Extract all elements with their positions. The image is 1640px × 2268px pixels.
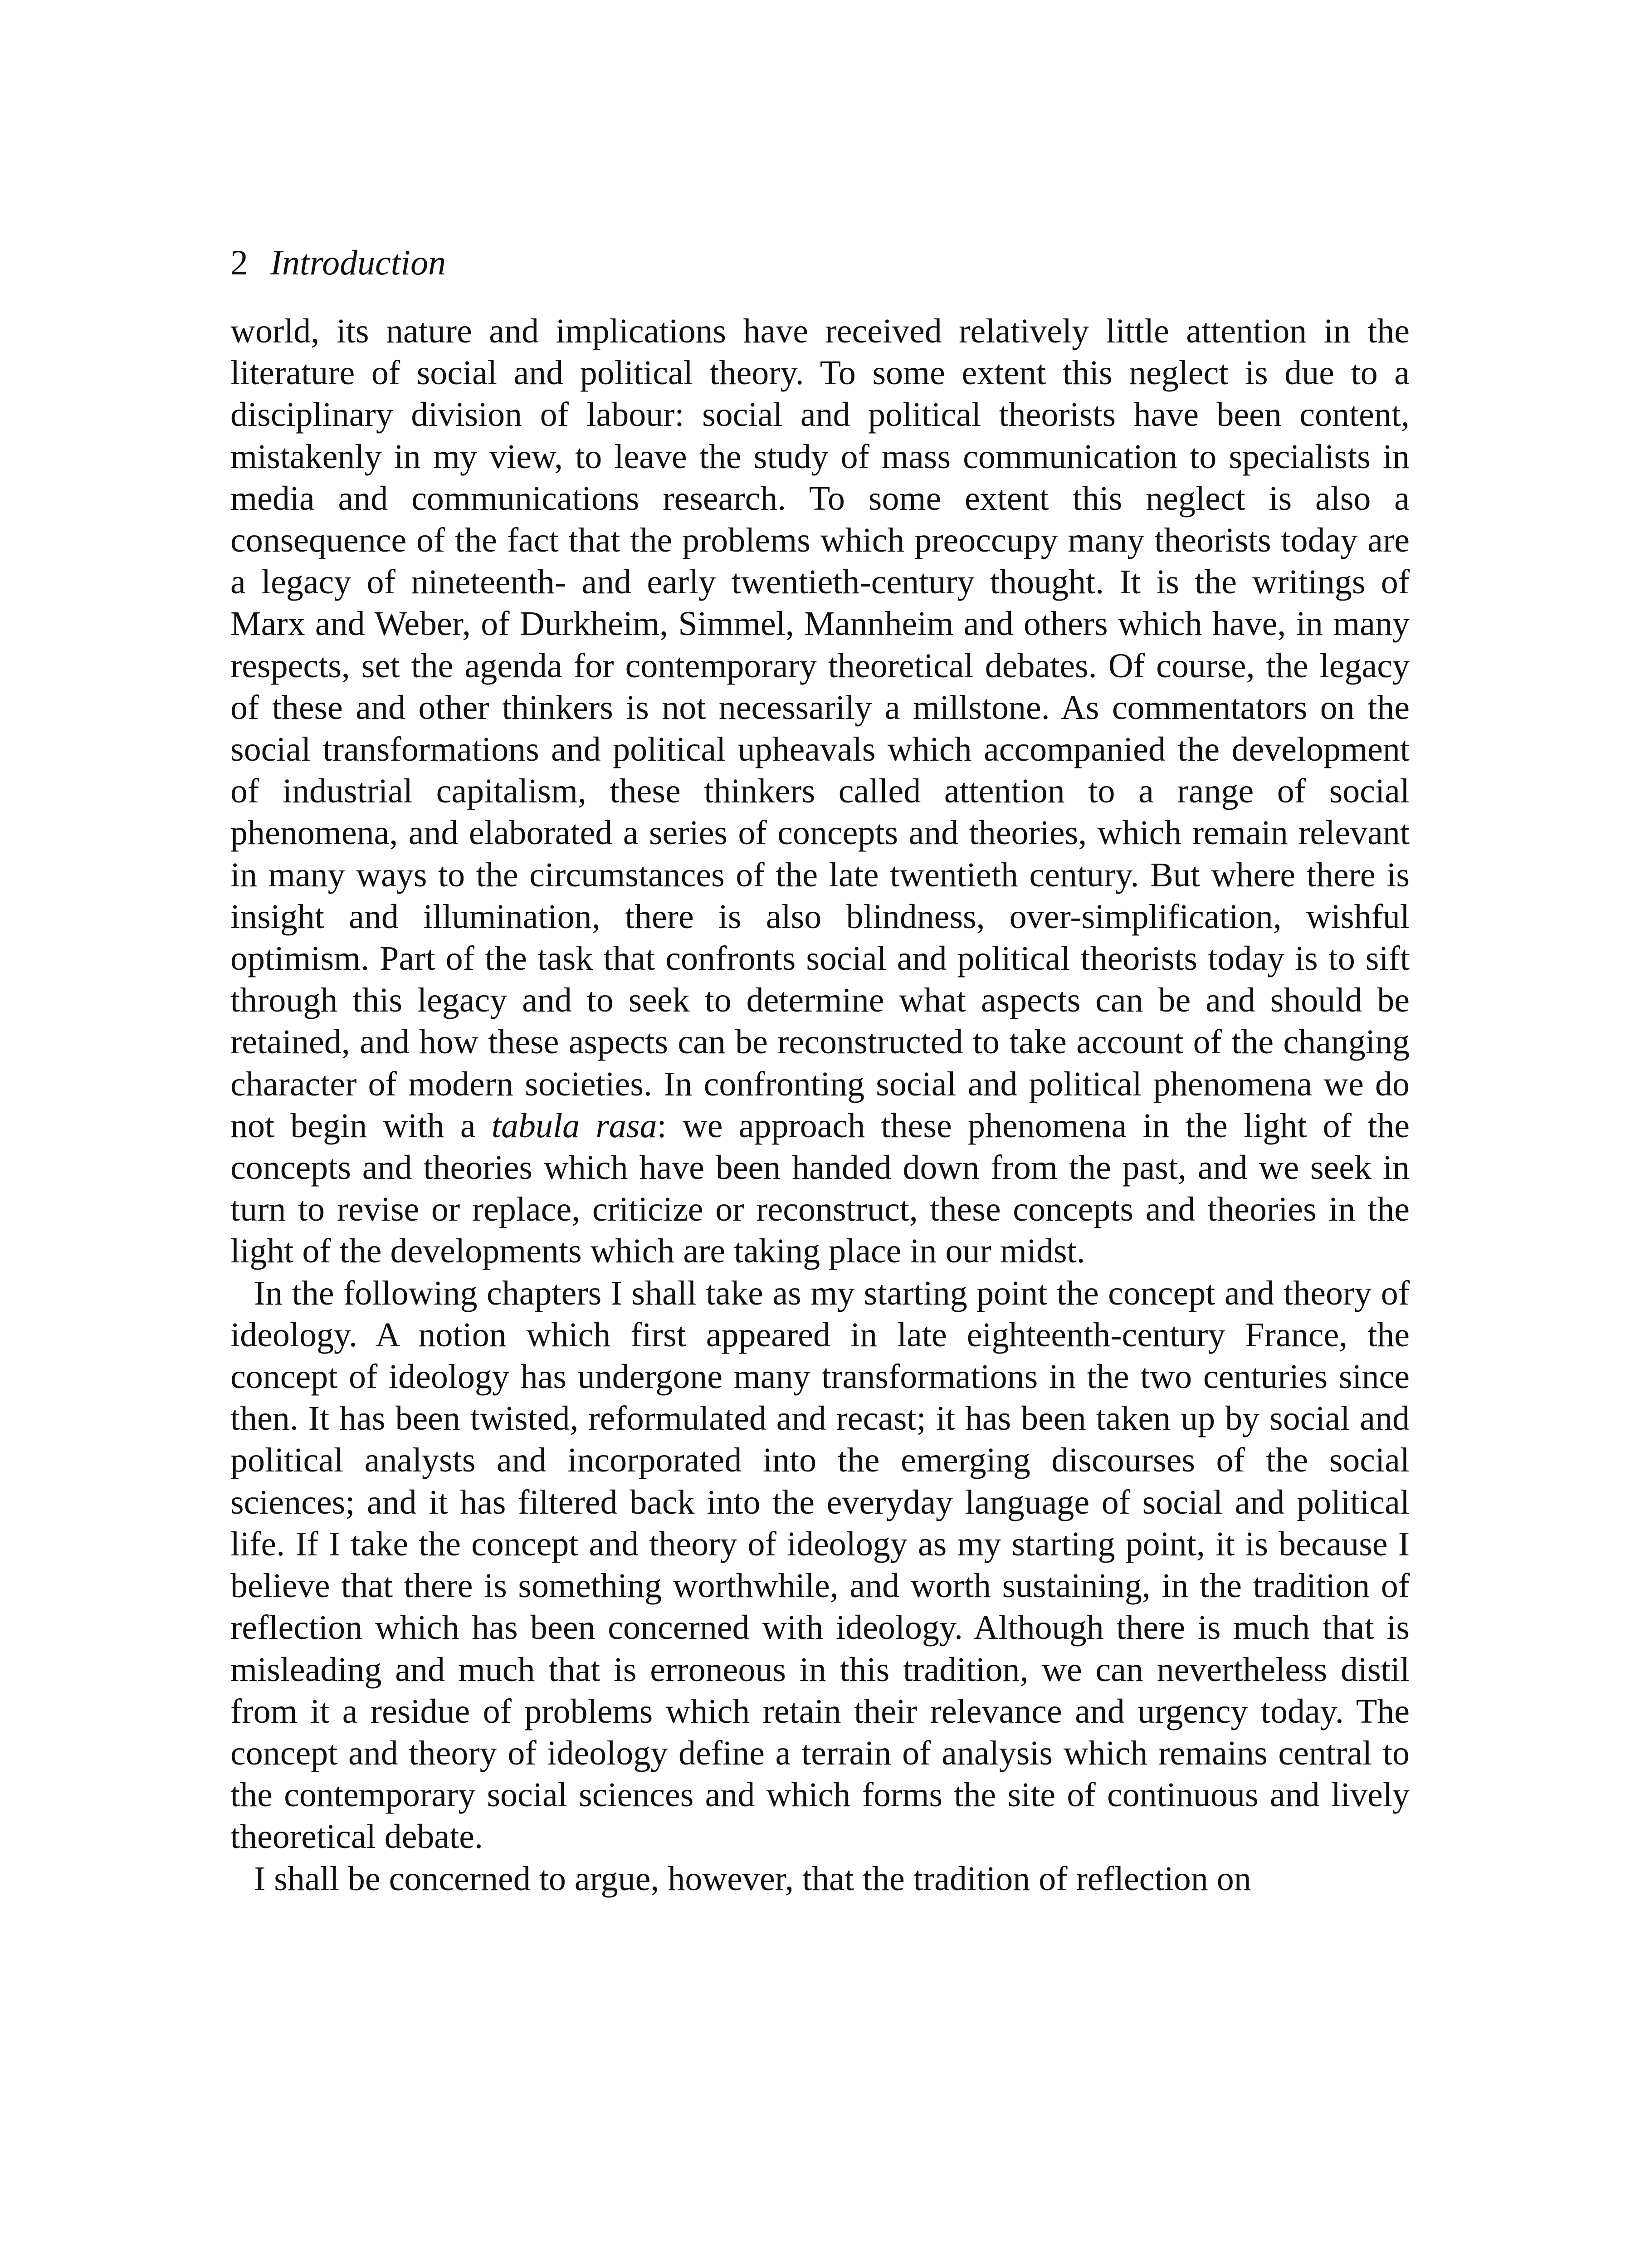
paragraph-3: I shall be concerned to argue, however, that the tradition of reflection on: [254, 1859, 1251, 1898]
book-page: [230, 245, 1410, 1900]
section-title: Introduction: [270, 243, 446, 282]
paragraph-1: [230, 310, 1410, 1272]
paragraph-2: In the following chapters I shall take as my starting point the concept and theory of ideology. A notion which first appeared in late eighteenth-century France, the concept of ideology has undergone many transformations in the two centuries since then. It has been twisted, reformulated and recast; it has been taken up by social and political analysts and incorporated into the emerging discourses of the social sciences; and it has filtered back into the everyday language of social and political life. If I take the concept and theory of ideology as my starting point, it is because I believe that there is something worthwhile, and worth sustaining, in the tradition of reflection which has been concerned with ideology. Although there is much that is misleading and much that is erroneous in this tradition, we can nevertheless distil from it a residue of problems which retain their relevance and urgency today. The concept and theory of ideology define a terrain of analysis which remains central to the contemporary social sciences and which forms the site of continuous and lively theoretical debate.: [230, 1274, 1410, 1856]
paragraph-1-text-after: : we approach these phenomena in the light of the concepts and theories which have been handed down from the past, and we seek in turn to revise or replace, criticize or reconstruct, these concepts and theories in the light of the developments which are taking place in our midst.: [230, 1106, 1410, 1271]
paragraph-1-text-before: world, its nature and implications have received relatively little attention in the literature of social and political theory. To some extent this neglect is due to a disciplinary division of labour: social and political theorists have been content, mistakenly in my view, to leave the study of mass communication to specialists in media and communications research. To some extent this neglect is also a consequence of the fact that the problems which preoccupy many theorists today are a legacy of nineteenth- and early twentieth-century thought. It is the writings of Marx and Weber, of Durkheim, Simmel, Mannheim and others which have, in many respects, set the agenda for contemporary theoretical debates. Of course, the legacy of these and other thinkers is not necessarily a millstone. As commentators on the social transformations and political upheavals which accompanied the development of industrial capitalism, these thinkers called attention to a range of social phenomena, and elaborated a series of concepts and theories, which remain relevant in many ways to the circumstances of the late twentieth century. But where there is insight and illumination, there is also blindness, over-simplification, wishful optimism. Part of the task that confronts social and political theorists today is to sift through this legacy and to seek to determine what aspects can be and should be retained, and how these aspects can be reconstructed to take account of the changing character of modern societies. In confronting social and political phenomena we do not begin with a: [230, 312, 1410, 1145]
running-head: [230, 245, 1410, 280]
page-number: 2: [230, 243, 248, 282]
body-text: [230, 310, 1410, 1900]
latin-phrase: tabula rasa: [491, 1106, 657, 1145]
